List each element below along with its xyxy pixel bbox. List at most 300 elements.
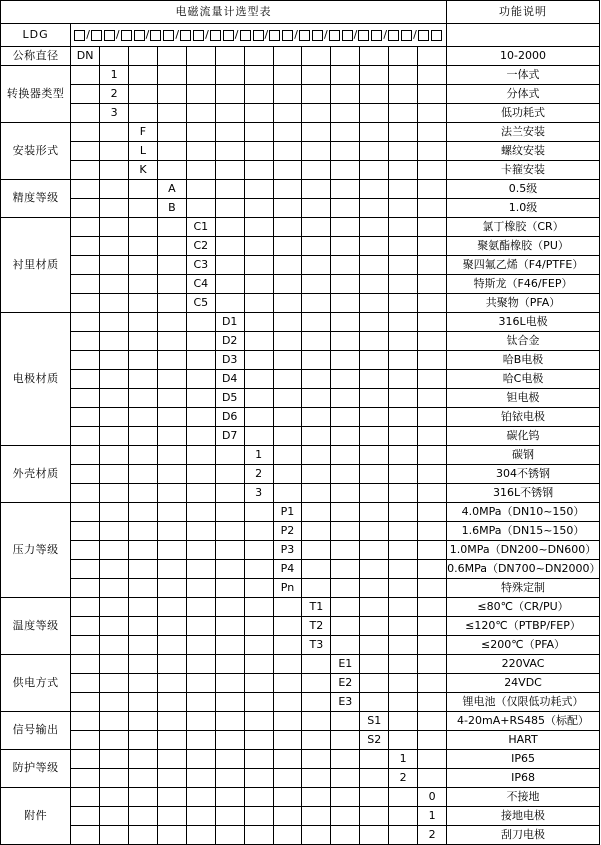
grid-cell bbox=[273, 655, 302, 674]
grid-cell bbox=[331, 370, 360, 389]
option-code[interactable]: P1 bbox=[273, 503, 302, 522]
grid-cell bbox=[100, 351, 129, 370]
grid-cell bbox=[129, 218, 158, 237]
option-code[interactable]: C1 bbox=[186, 218, 215, 237]
category-label: 衬里材质 bbox=[1, 218, 71, 313]
grid-cell bbox=[157, 636, 186, 655]
grid-cell bbox=[71, 503, 100, 522]
grid-cell bbox=[215, 522, 244, 541]
option-code[interactable]: T1 bbox=[302, 598, 331, 617]
table-row bbox=[1, 503, 600, 522]
option-code[interactable]: 3 bbox=[100, 104, 129, 123]
grid-cell bbox=[331, 332, 360, 351]
grid-cell bbox=[71, 769, 100, 788]
code-box bbox=[371, 30, 382, 41]
option-code[interactable]: T3 bbox=[302, 636, 331, 655]
table-row bbox=[1, 351, 600, 370]
grid-cell bbox=[331, 579, 360, 598]
code-separator-icon: / bbox=[264, 27, 269, 41]
grid-cell bbox=[302, 389, 331, 408]
grid-cell bbox=[273, 389, 302, 408]
grid-cell bbox=[157, 465, 186, 484]
code-separator-icon: / bbox=[145, 27, 150, 41]
grid-cell bbox=[418, 750, 447, 769]
grid-cell bbox=[186, 712, 215, 731]
grid-cell bbox=[331, 123, 360, 142]
option-code[interactable]: P4 bbox=[273, 560, 302, 579]
option-code[interactable]: C3 bbox=[186, 256, 215, 275]
grid-cell bbox=[418, 655, 447, 674]
grid-cell bbox=[331, 617, 360, 636]
option-code[interactable]: L bbox=[129, 142, 158, 161]
grid-cell bbox=[215, 294, 244, 313]
option-code[interactable]: 0 bbox=[418, 788, 447, 807]
grid-cell bbox=[129, 693, 158, 712]
grid-cell bbox=[360, 541, 389, 560]
option-code[interactable]: 2 bbox=[100, 85, 129, 104]
option-code[interactable]: 1 bbox=[418, 807, 447, 826]
grid-cell bbox=[360, 332, 389, 351]
grid-cell bbox=[302, 408, 331, 427]
option-code[interactable]: D5 bbox=[215, 389, 244, 408]
grid-cell bbox=[100, 541, 129, 560]
option-code[interactable]: K bbox=[129, 161, 158, 180]
model-prefix-ldg: LDG bbox=[1, 24, 71, 47]
grid-cell bbox=[273, 408, 302, 427]
grid-cell bbox=[186, 199, 215, 218]
grid-cell bbox=[273, 826, 302, 845]
grid-cell bbox=[186, 807, 215, 826]
grid-cell bbox=[215, 218, 244, 237]
grid-cell bbox=[418, 275, 447, 294]
grid-cell bbox=[360, 142, 389, 161]
grid-cell bbox=[360, 218, 389, 237]
grid-cell bbox=[418, 237, 447, 256]
option-description: 0.5级 bbox=[447, 180, 600, 199]
grid-cell bbox=[186, 446, 215, 465]
grid-cell bbox=[71, 313, 100, 332]
grid-cell bbox=[389, 522, 418, 541]
grid-cell bbox=[186, 522, 215, 541]
grid-cell bbox=[215, 769, 244, 788]
option-code[interactable]: E3 bbox=[331, 693, 360, 712]
grid-cell bbox=[418, 541, 447, 560]
code-separator-icon: / bbox=[86, 27, 90, 41]
grid-cell bbox=[418, 408, 447, 427]
grid-cell bbox=[186, 332, 215, 351]
table-row bbox=[1, 731, 600, 750]
option-code[interactable]: D3 bbox=[215, 351, 244, 370]
grid-cell bbox=[129, 465, 158, 484]
grid-cell bbox=[331, 351, 360, 370]
grid-cell bbox=[244, 218, 273, 237]
grid-cell bbox=[186, 655, 215, 674]
grid-cell bbox=[389, 47, 418, 66]
code-separator-icon: / bbox=[323, 27, 328, 41]
grid-cell bbox=[129, 427, 158, 446]
option-code[interactable]: P3 bbox=[273, 541, 302, 560]
grid-cell bbox=[71, 465, 100, 484]
table-row bbox=[1, 807, 600, 826]
grid-cell bbox=[100, 503, 129, 522]
grid-cell bbox=[244, 256, 273, 275]
grid-cell bbox=[215, 636, 244, 655]
grid-cell bbox=[100, 123, 129, 142]
grid-cell bbox=[273, 731, 302, 750]
grid-cell bbox=[186, 541, 215, 560]
grid-cell bbox=[100, 161, 129, 180]
grid-cell bbox=[331, 826, 360, 845]
table-row bbox=[1, 693, 600, 712]
category-label: 公称直径 bbox=[1, 47, 71, 66]
grid-cell bbox=[360, 674, 389, 693]
grid-cell bbox=[273, 104, 302, 123]
grid-cell bbox=[273, 693, 302, 712]
grid-cell bbox=[273, 237, 302, 256]
grid-cell bbox=[389, 731, 418, 750]
grid-cell bbox=[360, 199, 389, 218]
grid-cell bbox=[389, 218, 418, 237]
grid-cell bbox=[215, 826, 244, 845]
code-box bbox=[223, 30, 234, 41]
code-box bbox=[312, 30, 323, 41]
option-code[interactable]: 3 bbox=[244, 484, 273, 503]
table-row bbox=[1, 66, 600, 85]
grid-cell bbox=[418, 484, 447, 503]
grid-cell bbox=[360, 750, 389, 769]
grid-cell bbox=[360, 560, 389, 579]
grid-cell bbox=[302, 237, 331, 256]
grid-cell bbox=[157, 161, 186, 180]
code-box bbox=[299, 30, 310, 41]
grid-cell bbox=[360, 807, 389, 826]
grid-cell bbox=[157, 807, 186, 826]
grid-cell bbox=[100, 826, 129, 845]
grid-cell bbox=[129, 807, 158, 826]
code-separator-icon: / bbox=[234, 27, 239, 41]
option-code[interactable]: 1 bbox=[100, 66, 129, 85]
grid-cell bbox=[418, 142, 447, 161]
grid-cell bbox=[302, 275, 331, 294]
option-code[interactable]: B bbox=[157, 199, 186, 218]
grid-cell bbox=[418, 503, 447, 522]
option-code[interactable]: D1 bbox=[215, 313, 244, 332]
grid-cell bbox=[186, 465, 215, 484]
grid-cell bbox=[389, 66, 418, 85]
code-box bbox=[74, 30, 85, 41]
option-description: 304不锈钢 bbox=[447, 465, 600, 484]
option-description: 氯丁橡胶（CR） bbox=[447, 218, 600, 237]
option-code[interactable]: E1 bbox=[331, 655, 360, 674]
grid-cell bbox=[302, 199, 331, 218]
option-description: 卡箍安装 bbox=[447, 161, 600, 180]
table-row bbox=[1, 712, 600, 731]
grid-cell bbox=[71, 370, 100, 389]
grid-cell bbox=[273, 712, 302, 731]
grid-cell bbox=[302, 712, 331, 731]
table-row bbox=[1, 579, 600, 598]
option-code[interactable]: A bbox=[157, 180, 186, 199]
grid-cell bbox=[273, 636, 302, 655]
grid-cell bbox=[418, 199, 447, 218]
grid-cell bbox=[100, 693, 129, 712]
option-code[interactable]: DN bbox=[71, 47, 100, 66]
table-row bbox=[1, 104, 600, 123]
grid-cell bbox=[244, 389, 273, 408]
grid-cell bbox=[331, 541, 360, 560]
grid-cell bbox=[418, 313, 447, 332]
grid-cell bbox=[302, 484, 331, 503]
grid-cell bbox=[331, 503, 360, 522]
grid-cell bbox=[215, 541, 244, 560]
table-title: 电磁流量计选型表 bbox=[1, 1, 447, 24]
table-row bbox=[1, 617, 600, 636]
grid-cell bbox=[215, 503, 244, 522]
grid-cell bbox=[360, 180, 389, 199]
grid-cell bbox=[100, 275, 129, 294]
grid-cell bbox=[71, 579, 100, 598]
option-description: 0.6MPa（DN700~DN2000） bbox=[447, 560, 600, 579]
grid-cell bbox=[215, 655, 244, 674]
grid-cell bbox=[302, 427, 331, 446]
grid-cell bbox=[389, 712, 418, 731]
grid-cell bbox=[129, 484, 158, 503]
option-code[interactable]: 1 bbox=[244, 446, 273, 465]
grid-cell bbox=[157, 275, 186, 294]
table-row bbox=[1, 142, 600, 161]
grid-cell bbox=[244, 294, 273, 313]
grid-cell bbox=[331, 484, 360, 503]
grid-cell bbox=[302, 332, 331, 351]
table-row bbox=[1, 427, 600, 446]
grid-cell bbox=[331, 161, 360, 180]
grid-cell bbox=[215, 85, 244, 104]
grid-cell bbox=[273, 256, 302, 275]
model-code-boxes bbox=[71, 24, 447, 47]
grid-cell bbox=[186, 123, 215, 142]
grid-cell bbox=[360, 617, 389, 636]
option-description: 碳钢 bbox=[447, 446, 600, 465]
option-description: 刮刀电极 bbox=[447, 826, 600, 845]
code-box bbox=[342, 30, 353, 41]
option-code[interactable]: D2 bbox=[215, 332, 244, 351]
option-code[interactable]: E2 bbox=[331, 674, 360, 693]
grid-cell bbox=[244, 123, 273, 142]
option-code[interactable]: P2 bbox=[273, 522, 302, 541]
grid-cell bbox=[129, 104, 158, 123]
grid-cell bbox=[186, 750, 215, 769]
grid-cell bbox=[360, 446, 389, 465]
table-row bbox=[1, 199, 600, 218]
category-label: 供电方式 bbox=[1, 655, 71, 712]
grid-cell bbox=[389, 427, 418, 446]
grid-cell bbox=[71, 199, 100, 218]
grid-cell bbox=[215, 579, 244, 598]
option-code[interactable]: 1 bbox=[389, 750, 418, 769]
grid-cell bbox=[389, 484, 418, 503]
grid-cell bbox=[302, 66, 331, 85]
grid-cell bbox=[129, 256, 158, 275]
grid-cell bbox=[389, 826, 418, 845]
grid-cell bbox=[331, 142, 360, 161]
option-description: 螺纹安装 bbox=[447, 142, 600, 161]
table-row bbox=[1, 332, 600, 351]
grid-cell bbox=[129, 180, 158, 199]
code-box bbox=[104, 30, 115, 41]
grid-cell bbox=[71, 389, 100, 408]
code-separator-icon: / bbox=[413, 27, 417, 41]
option-description: 不接地 bbox=[447, 788, 600, 807]
option-description: 共聚物（PFA） bbox=[447, 294, 600, 313]
option-code[interactable]: S1 bbox=[360, 712, 389, 731]
option-description: 一体式 bbox=[447, 66, 600, 85]
grid-cell bbox=[71, 237, 100, 256]
grid-cell bbox=[302, 370, 331, 389]
grid-cell bbox=[418, 218, 447, 237]
option-code[interactable]: Pn bbox=[273, 579, 302, 598]
grid-cell bbox=[215, 199, 244, 218]
grid-cell bbox=[215, 750, 244, 769]
grid-cell bbox=[244, 655, 273, 674]
grid-cell bbox=[71, 427, 100, 446]
option-code[interactable]: T2 bbox=[302, 617, 331, 636]
grid-cell bbox=[100, 465, 129, 484]
option-code[interactable]: 2 bbox=[244, 465, 273, 484]
grid-cell bbox=[302, 161, 331, 180]
grid-cell bbox=[389, 351, 418, 370]
grid-cell bbox=[273, 598, 302, 617]
option-code[interactable]: C4 bbox=[186, 275, 215, 294]
grid-cell bbox=[244, 66, 273, 85]
grid-cell bbox=[71, 484, 100, 503]
grid-cell bbox=[418, 123, 447, 142]
grid-cell bbox=[302, 256, 331, 275]
grid-cell bbox=[389, 370, 418, 389]
option-code[interactable]: D4 bbox=[215, 370, 244, 389]
option-description: IP65 bbox=[447, 750, 600, 769]
grid-cell bbox=[100, 237, 129, 256]
grid-cell bbox=[186, 104, 215, 123]
grid-cell bbox=[360, 788, 389, 807]
grid-cell bbox=[71, 408, 100, 427]
grid-cell bbox=[100, 446, 129, 465]
table-row bbox=[1, 750, 600, 769]
grid-cell bbox=[273, 370, 302, 389]
grid-cell bbox=[157, 313, 186, 332]
option-code[interactable]: D6 bbox=[215, 408, 244, 427]
grid-cell bbox=[244, 731, 273, 750]
grid-cell bbox=[389, 617, 418, 636]
grid-cell bbox=[186, 617, 215, 636]
code-box bbox=[431, 30, 442, 41]
grid-cell bbox=[273, 47, 302, 66]
grid-cell bbox=[389, 636, 418, 655]
grid-cell bbox=[244, 560, 273, 579]
grid-cell bbox=[71, 142, 100, 161]
option-description: 316L不锈钢 bbox=[447, 484, 600, 503]
grid-cell bbox=[157, 427, 186, 446]
grid-cell bbox=[389, 123, 418, 142]
grid-cell bbox=[331, 237, 360, 256]
grid-cell bbox=[418, 522, 447, 541]
grid-cell bbox=[302, 142, 331, 161]
grid-cell bbox=[157, 484, 186, 503]
option-description: 4-20mA+RS485（标配） bbox=[447, 712, 600, 731]
grid-cell bbox=[71, 826, 100, 845]
grid-cell bbox=[186, 180, 215, 199]
option-code[interactable]: 2 bbox=[389, 769, 418, 788]
grid-cell bbox=[360, 85, 389, 104]
grid-cell bbox=[273, 85, 302, 104]
grid-cell bbox=[331, 218, 360, 237]
grid-cell bbox=[273, 617, 302, 636]
grid-cell bbox=[244, 636, 273, 655]
grid-cell bbox=[215, 484, 244, 503]
code-box bbox=[193, 30, 204, 41]
grid-cell bbox=[129, 47, 158, 66]
grid-cell bbox=[186, 826, 215, 845]
grid-cell bbox=[129, 408, 158, 427]
grid-cell bbox=[389, 85, 418, 104]
grid-cell bbox=[360, 598, 389, 617]
option-code[interactable]: C2 bbox=[186, 237, 215, 256]
option-code[interactable]: 2 bbox=[418, 826, 447, 845]
option-description: 10-2000 bbox=[447, 47, 600, 66]
option-code[interactable]: C5 bbox=[186, 294, 215, 313]
code-separator-icon: / bbox=[353, 27, 358, 41]
grid-cell bbox=[129, 503, 158, 522]
table-row bbox=[1, 769, 600, 788]
grid-cell bbox=[157, 446, 186, 465]
model-code-row bbox=[1, 24, 600, 47]
grid-cell bbox=[157, 826, 186, 845]
grid-cell bbox=[273, 275, 302, 294]
grid-cell bbox=[100, 674, 129, 693]
grid-cell bbox=[389, 598, 418, 617]
grid-cell bbox=[129, 769, 158, 788]
grid-cell bbox=[273, 66, 302, 85]
grid-cell bbox=[273, 807, 302, 826]
grid-cell bbox=[360, 427, 389, 446]
grid-cell bbox=[302, 522, 331, 541]
grid-cell bbox=[186, 731, 215, 750]
grid-cell bbox=[360, 123, 389, 142]
grid-cell bbox=[331, 522, 360, 541]
grid-cell bbox=[302, 826, 331, 845]
grid-cell bbox=[244, 503, 273, 522]
grid-cell bbox=[129, 655, 158, 674]
grid-cell bbox=[273, 332, 302, 351]
grid-cell bbox=[302, 560, 331, 579]
grid-cell bbox=[389, 693, 418, 712]
grid-cell bbox=[157, 332, 186, 351]
grid-cell bbox=[71, 332, 100, 351]
option-code[interactable]: D7 bbox=[215, 427, 244, 446]
grid-cell bbox=[129, 370, 158, 389]
option-code[interactable]: F bbox=[129, 123, 158, 142]
grid-cell bbox=[244, 427, 273, 446]
grid-cell bbox=[360, 66, 389, 85]
grid-cell bbox=[360, 408, 389, 427]
grid-cell bbox=[389, 237, 418, 256]
option-code[interactable]: S2 bbox=[360, 731, 389, 750]
grid-cell bbox=[71, 180, 100, 199]
option-description: 哈B电极 bbox=[447, 351, 600, 370]
table-header-row bbox=[1, 1, 600, 24]
grid-cell bbox=[273, 294, 302, 313]
grid-cell bbox=[71, 85, 100, 104]
grid-cell bbox=[331, 446, 360, 465]
